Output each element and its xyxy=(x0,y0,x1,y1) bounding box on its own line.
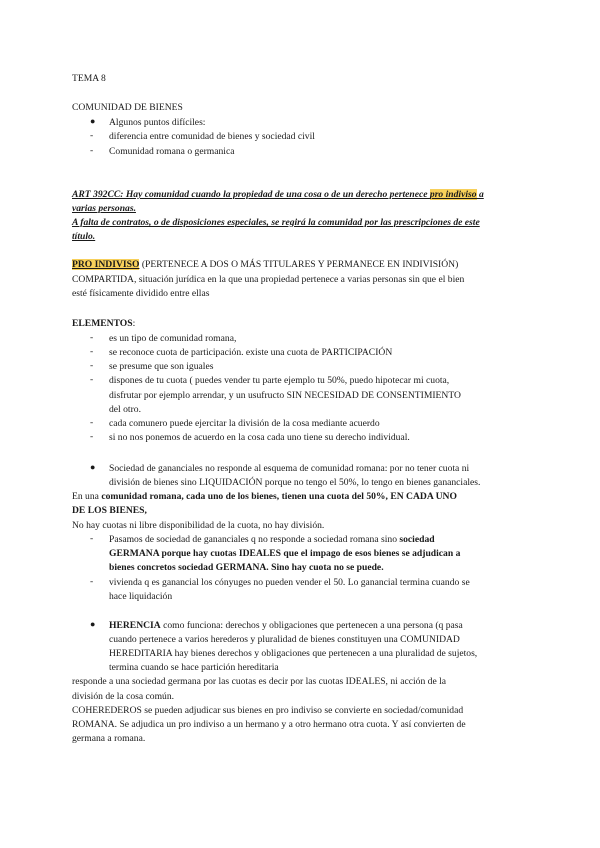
bullet-text: HERENCIA como funciona: derechos y obligaciones que pertenecen a una persona (q pasa xyxy=(109,620,463,631)
dash-icon: - xyxy=(90,576,94,587)
article-text: título. xyxy=(72,231,96,242)
dash-icon: - xyxy=(90,145,94,156)
article-text: A falta de contratos, o de disposiciones especiales, se regirá la comunidad por las prescripciones de este xyxy=(72,217,480,228)
dash-icon: - xyxy=(90,332,94,343)
elementos-heading: ELEMENTOS: xyxy=(72,318,136,329)
paragraph-line: responde a una sociedad germana por las cuotas es decir por las cuotas IDEALES, ni acción de la xyxy=(72,676,447,687)
bullet-text: termina cuando se hace partición hereditaria xyxy=(109,662,279,673)
pro-indiviso-label: PRO INDIVISO xyxy=(72,259,140,270)
section-heading: COMUNIDAD DE BIENES xyxy=(72,102,183,113)
bullet-text: cuando pertenece a varios herederos y pluralidad de bienes constituyen una COMUNIDAD xyxy=(109,634,460,645)
paragraph-line: En una comunidad romana, cada uno de los bienes, tienen una cuota del 50%, EN CADA UNO xyxy=(72,491,457,502)
dash-icon: - xyxy=(90,130,94,141)
paragraph-line: germana a romana. xyxy=(72,733,146,744)
list-item-cont: del otro. xyxy=(109,404,141,415)
list-item: Pasamos de sociedad de gananciales q no responde a sociedad romana sino sociedad xyxy=(109,534,435,545)
list-item: diferencia entre comunidad de bienes y sociedad civil xyxy=(109,131,315,142)
bullet-text: Sociedad de gananciales no responde al esquema de comunidad romana: por no tener cuota ni xyxy=(109,463,470,474)
dash-icon: - xyxy=(90,431,94,442)
bullet-text: Algunos puntos difíciles: xyxy=(109,117,206,128)
dash-icon: - xyxy=(90,417,94,428)
list-item: se presume que son iguales xyxy=(109,361,214,372)
bullet-text: división de bienes sino LIQUIDACIÓN porque no tengo el 50%, lo tengo en bienes gananciales. xyxy=(109,477,481,488)
article-text: ART 392CC: Hay comunidad cuando la propiedad de una cosa o de un derecho pertenece pro indiviso a xyxy=(72,189,484,200)
list-item: Comunidad romana o germanica xyxy=(109,146,235,157)
page-title: TEMA 8 xyxy=(72,73,106,84)
paragraph-line: COHEREDEROS se pueden adjudicar sus bienes en pro indiviso se convierte en sociedad/comunidad xyxy=(72,705,464,716)
dash-icon: - xyxy=(90,346,94,357)
pro-indiviso-line: PRO INDIVISO (PERTENECE A DOS O MÁS TITULARES Y PERMANECE EN INDIVISIÓN) xyxy=(72,259,459,270)
dash-icon: - xyxy=(90,360,94,371)
herencia-label: HERENCIA xyxy=(109,620,161,631)
bullet-icon: ● xyxy=(90,462,96,472)
paragraph-line: esté físicamente dividido entre ellas xyxy=(72,288,210,299)
bullet-icon: ● xyxy=(90,116,96,126)
paragraph-line: COMPARTIDA, situación jurídica en la que una propiedad pertenece a varias personas sin que el bien xyxy=(72,274,465,285)
bullet-icon: ● xyxy=(90,619,96,629)
list-item: es un tipo de comunidad romana, xyxy=(109,333,237,344)
dash-icon: - xyxy=(90,374,94,385)
list-item-cont: hace liquidación xyxy=(109,591,173,602)
paragraph-line: DE LOS BIENES, xyxy=(72,505,147,516)
bullet-text: HEREDITARIA hay bienes derechos y obligaciones que pertenecen a una pluralidad de sujetos, xyxy=(109,648,478,659)
list-item: se reconoce cuota de participación. existe una cuota de PARTICIPACIÓN xyxy=(109,347,393,358)
paragraph-line: ROMANA. Se adjudica un pro indiviso a un hermano y a otro hermano otra cuota. Y así convierten de xyxy=(72,719,466,730)
list-item-cont: GERMANA porque hay cuotas IDEALES que el impago de esos bienes se adjudican a xyxy=(109,548,461,559)
list-item-cont: bienes concretos sociedad GERMANA. Sino hay cuota no se puede. xyxy=(109,562,384,573)
list-item: si no nos ponemos de acuerdo en la cosa cada uno tiene su derecho individual. xyxy=(109,432,410,443)
article-text: varias personas. xyxy=(72,203,136,214)
list-item: dispones de tu cuota ( puedes vender tu parte ejemplo tu 50%, puedo hipotecar mi cuota, xyxy=(109,375,450,386)
paragraph-line: división de la cosa común. xyxy=(72,691,175,702)
dash-icon: - xyxy=(90,533,94,544)
paragraph-line: No hay cuotas ni libre disponibilidad de la cuota, no hay división. xyxy=(72,520,325,531)
list-item-cont: disfrutar por ejemplo arrendar, y un usufructo SIN NECESIDAD DE CONSENTIMIENTO xyxy=(109,390,461,401)
list-item: cada comunero puede ejercitar la división de la cosa mediante acuerdo xyxy=(109,418,380,429)
list-item: vivienda q es ganancial los cónyuges no pueden vender el 50. Lo ganancial termina cuando se xyxy=(109,577,470,588)
